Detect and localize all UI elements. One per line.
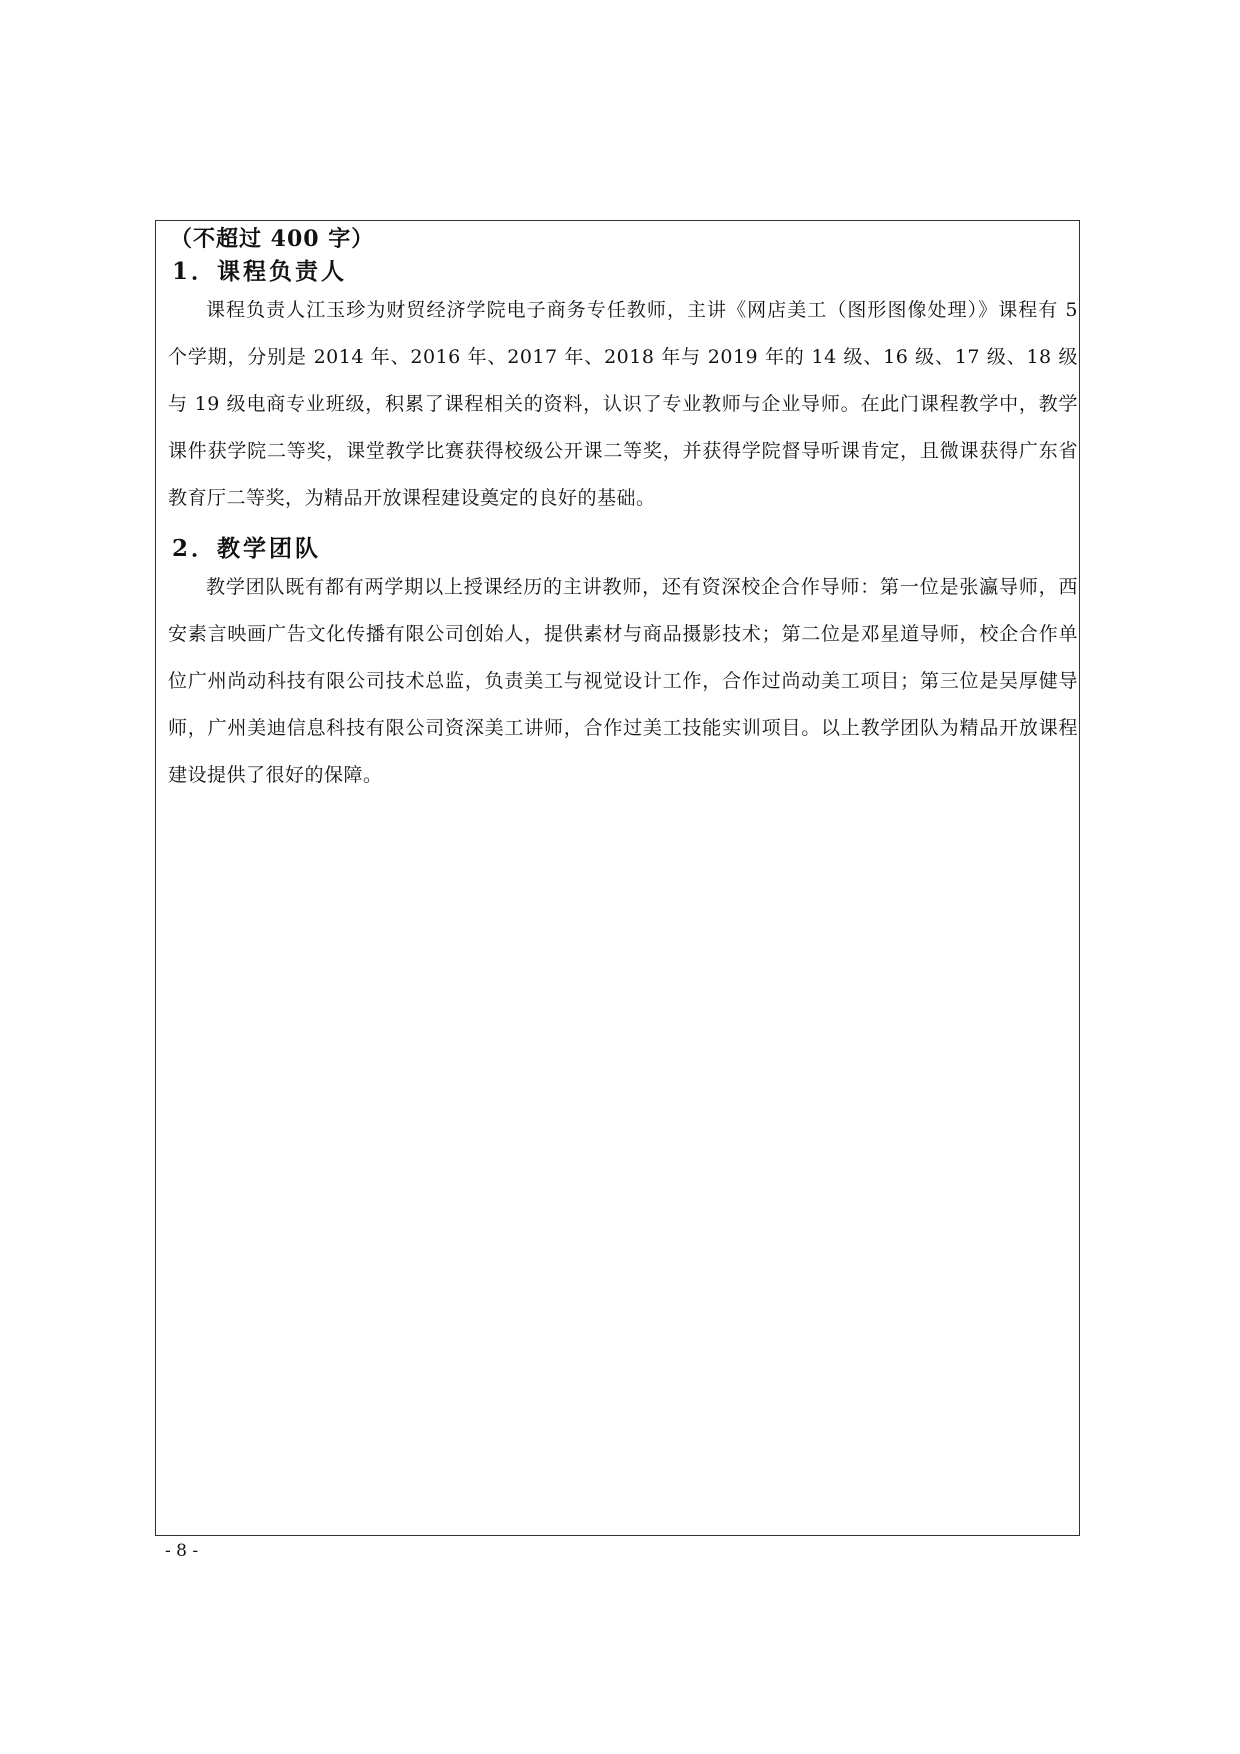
word-limit-note: （不超过 400 字） xyxy=(170,226,375,252)
section-heading-course-leader: 1．课程负责人 xyxy=(172,258,348,285)
teaching-team-paragraph: 教学团队既有都有两学期以上授课经历的主讲教师，还有资深校企合作导师：第一位是张瀛导师，西安素言映画广告文化传播有限公司创始人，提供素材与商品摄影技术；第二位是邓星道导师，校企合作单位广州尚动科技有限公司技术总监，负责美工与视觉设计工作，合作过尚动美工项目；第三位是吴厚健导师，广州美迪信息科技有限公司资深美工讲师，合作过美工技能实训项目。以上教学团队为精品开放课程建设提供了很好的保障。 xyxy=(168,576,1078,786)
page-number: - 8 - xyxy=(165,1541,199,1561)
section-heading-teaching-team: 2．教学团队 xyxy=(172,535,322,562)
course-leader-paragraph: 课程负责人江玉珍为财贸经济学院电子商务专任教师，主讲《网店美工（图形图像处理）》课程有 5 个学期，分别是 2014 年、2016 年、2017 年、2018 年与 2019 年的 14 级、16 级、17 级、18 级与 19 级电商专业班级，积累了课程相关的资料，认识了专业教师与企业导师。在此门课程教学中，教学课件获学院二等奖，课堂教学比赛获得校级公开课二等奖，并获得学院督导听课肯定，且微课获得广东省教育厅二等奖，为精品开放课程建设奠定的良好的基础。 xyxy=(168,299,1078,509)
